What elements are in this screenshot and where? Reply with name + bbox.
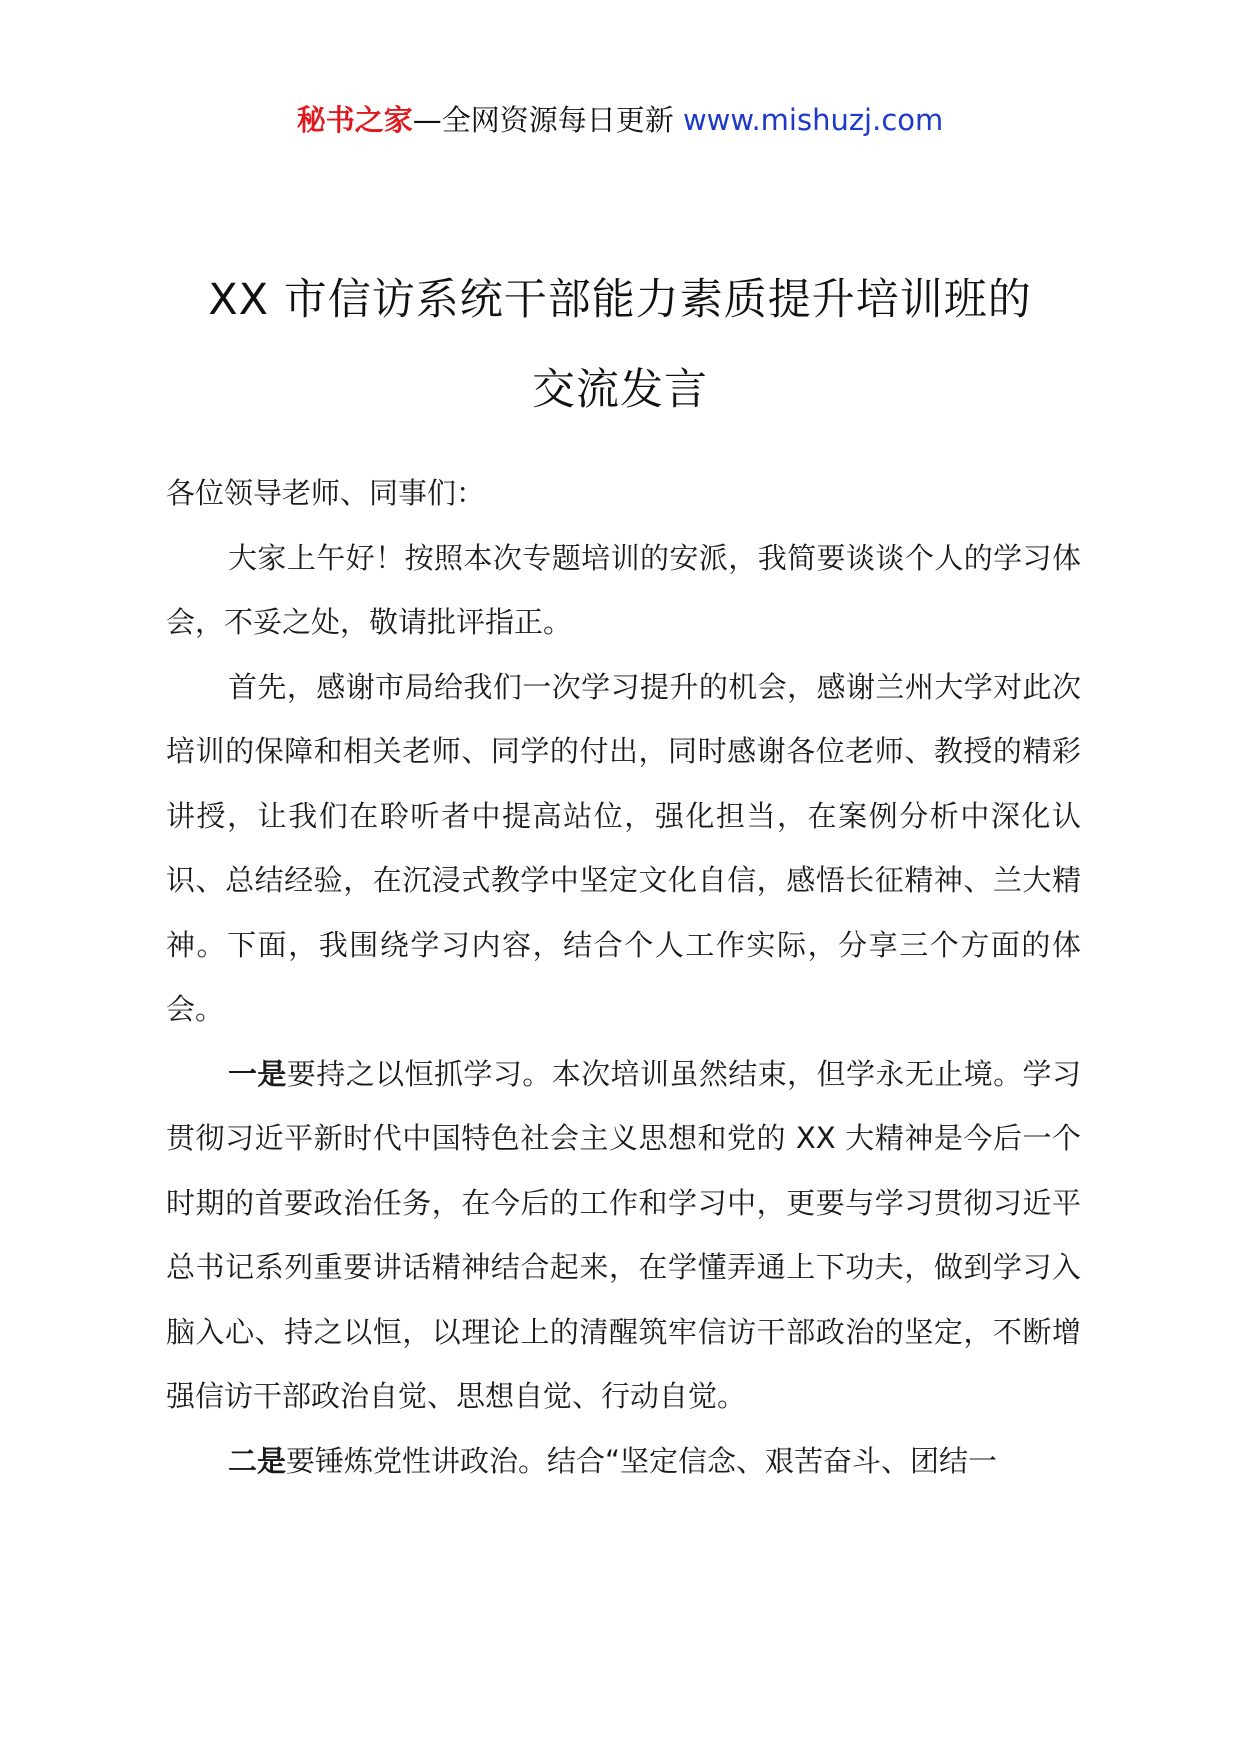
paragraph-point-two bbox=[166, 1429, 1081, 1494]
document-title bbox=[150, 255, 1090, 435]
paragraph-thanks: 首先，感谢市局给我们一次学习提升的机会，感谢兰州大学对此次培训的保障和相关老师、同学的付出，同时感谢各位老师、教授的精彩讲授，让我们在聆听者中提高站位，强化担当，在案例分析中深化认识、总结经验，在沉浸式教学中坚定文化自信，感悟长征精神、兰大精神。下面，我围绕学习内容，结合个人工作实际，分享三个方面的体会。 bbox=[166, 669, 1081, 1026]
header-slogan: —全网资源每日更新 bbox=[412, 103, 683, 137]
point-two-text: 要锤炼党性讲政治。结合“坚定信念、艰苦奋斗、团结一 bbox=[286, 1443, 998, 1478]
site-header bbox=[0, 100, 1240, 140]
brand-name: 秘书之家 bbox=[296, 103, 413, 137]
point-two-lead: 二是 bbox=[228, 1443, 287, 1478]
point-one-text: 要持之以恒抓学习。本次培训虽然结束，但学永无止境。学习贯彻习近平新时代中国特色社会主义思想和党的 XX 大精神是今后一个时期的首要政治任务，在今后的工作和学习中，更要与学习贯彻习近平总书记系列重要讲话精神结合起来，在学懂弄通上下功夫，做到学习入脑入心、持之以恒，以理论上的清醒筑牢信访干部政治的坚定，不断增强信访干部政治自觉、思想自觉、行动自觉。 bbox=[166, 1056, 1081, 1413]
title-line-1: XX 市信访系统干部能力素质提升培训班的 bbox=[208, 275, 1032, 325]
paragraph-point-one bbox=[166, 1042, 1081, 1429]
point-one-lead: 一是 bbox=[228, 1056, 287, 1091]
salutation: 各位领导老师、同事们： bbox=[166, 476, 486, 510]
paragraph-greeting: 大家上午好！按照本次专题培训的安派，我简要谈谈个人的学习体会，不妥之处，敬请批评指正。 bbox=[166, 540, 1081, 639]
site-url-link[interactable]: www.mishuzj.com bbox=[682, 103, 944, 137]
title-line-2: 交流发言 bbox=[532, 365, 708, 415]
document-body bbox=[166, 461, 1081, 1493]
